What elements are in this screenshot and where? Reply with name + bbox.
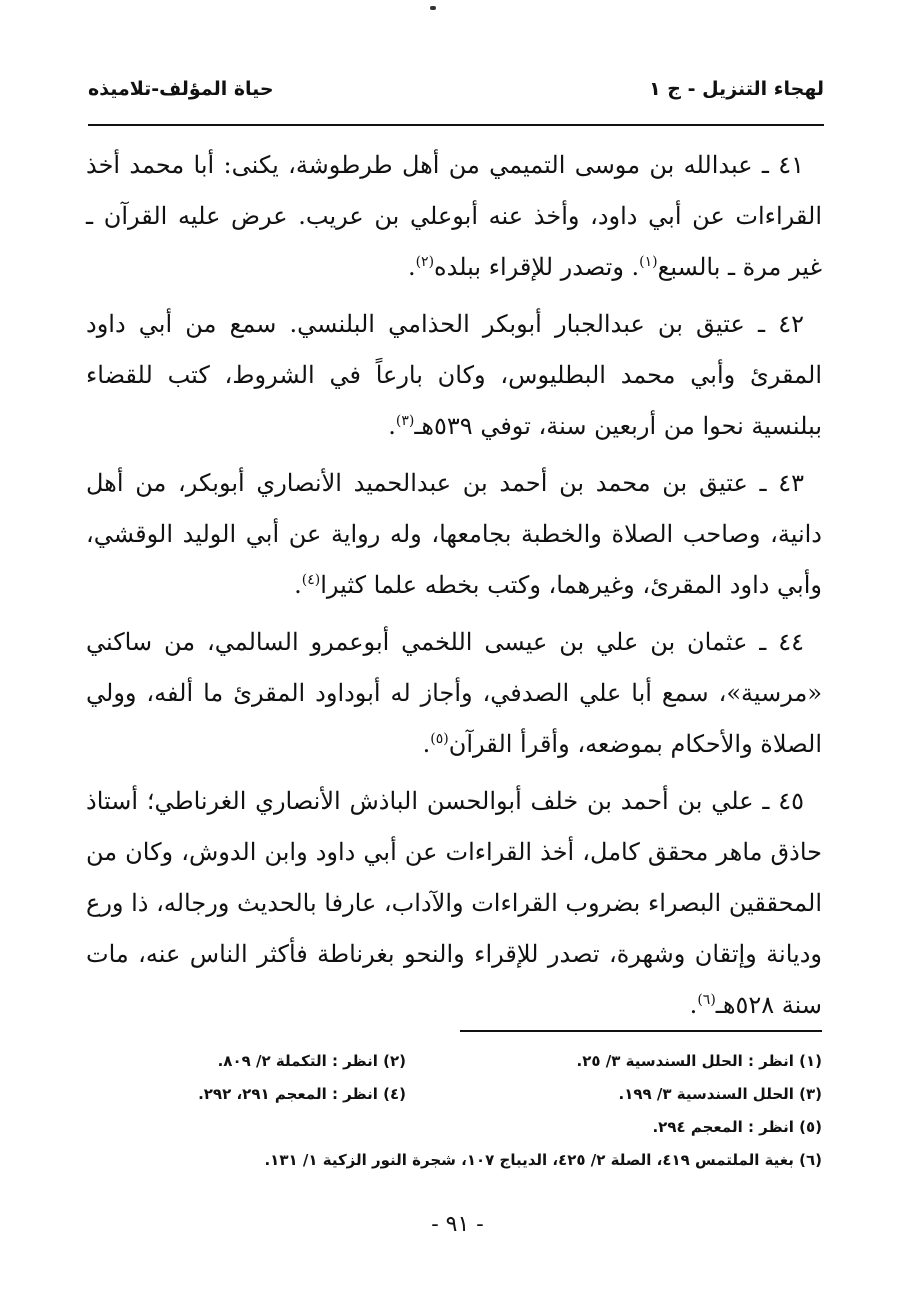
entry-text: ٤٢ ـ عتيق بن عبدالجبار أبوبكر الحذامي البلنسي. سمع من أبي داود المقرئ وأبي محمد البطليوس، وكان بارعاً في الشروط، كتب للقضاء ببلنسية نحوا من أربعين سنة، توفي ٥٣٩هـ bbox=[86, 310, 822, 440]
footnote-2: (٢) انظر : التكملة ٢/ ٨٠٩. bbox=[217, 1051, 406, 1070]
page-number: - ٩١ - bbox=[431, 1212, 484, 1237]
entry-text: ٤٤ ـ عثمان بن علي بن عيسى اللخمي أبوعمرو السالمي، من ساكني «مرسية»، سمع أبا علي الصدفي، وأجاز له أبوداود المقرئ ما ألفه، وولي الصلاة والأحكام بموضعه، وأقرأ القرآن bbox=[86, 628, 823, 758]
footnote-4: (٤) انظر : المعجم ٢٩١، ٢٩٢. bbox=[198, 1084, 406, 1103]
footnote-ref-5: (٥) bbox=[430, 731, 449, 747]
footnote-5: (٥) انظر : المعجم ٢٩٤. bbox=[652, 1117, 822, 1136]
entry-end: . bbox=[407, 253, 416, 281]
footnote-ref-1: (١) bbox=[639, 254, 658, 270]
footnote-1: (١) انظر : الحلل السندسية ٣/ ٢٥. bbox=[576, 1051, 822, 1070]
header-section-title: حياة المؤلف-تلاميذه bbox=[88, 78, 274, 100]
footnote-row bbox=[86, 1077, 822, 1110]
footnote-row bbox=[86, 1143, 822, 1176]
footnotes bbox=[86, 1044, 822, 1176]
footnote-6: (٦) بغية الملتمس ٤١٩، الصلة ٢/ ٤٢٥، الديباج ١٠٧، شجرة النور الزكية ١/ ١٣١. bbox=[264, 1150, 822, 1169]
header-book-title: لهجاء التنزيل - ج ١ bbox=[649, 78, 824, 100]
entry-end: . bbox=[388, 412, 396, 440]
footnote-ref-4: (٤) bbox=[301, 572, 321, 588]
entry-44 bbox=[86, 617, 822, 770]
printer-mark bbox=[430, 6, 436, 10]
footnote-separator bbox=[460, 1030, 822, 1032]
entry-45 bbox=[86, 776, 822, 1031]
footnote-row bbox=[86, 1044, 822, 1077]
footnote-ref-2: (٢) bbox=[415, 254, 435, 270]
footnote-ref-6: (٦) bbox=[697, 992, 716, 1008]
footnote-3: (٣) الحلل السندسية ٣/ ١٩٩. bbox=[618, 1084, 822, 1103]
entry-text: ٤٣ ـ عتيق بن محمد بن أحمد بن عبدالحميد الأنصاري أبوبكر، من أهل دانية، وصاحب الصلاة والخطبة بجامعها، وله رواية عن أبي الوليد الوقشي، وأبي داود المقرئ، وغيرهما، وكتب بخطه علما كثيرا bbox=[86, 469, 822, 599]
entry-text: ٤١ ـ عبدالله بن موسى التميمي من أهل طرطوشة، يكنى: أبا محمد أخذ القراءات عن أبي داود، وأخذ عنه أبوعلي بن عريب. عرض عليه القرآن ـ غير مرة ـ بالسبع bbox=[86, 151, 822, 281]
entry-end: . bbox=[294, 571, 302, 599]
entry-end: . bbox=[689, 991, 698, 1019]
footnote-row bbox=[86, 1110, 822, 1143]
entry-end: . bbox=[422, 730, 431, 758]
footnote-ref-3: (٣) bbox=[395, 413, 415, 429]
running-header bbox=[88, 72, 824, 112]
entry-41 bbox=[86, 140, 822, 293]
entry-text-continued: . وتصدر للإقراء ببلده bbox=[434, 253, 640, 281]
main-text bbox=[86, 140, 822, 1037]
entry-text: ٤٥ ـ علي بن أحمد بن خلف أبوالحسن الباذش الأنصاري الغرناطي؛ أستاذ حاذق ماهر محقق كامل، أخذ القراءات عن أبي داود وابن الدوش، وكان من المحققين البصراء بضروب القراءات والآداب، عارفا بالحديث ورجاله، ذا ورع وديانة وإتقان وشهرة، تصدر للإقراء والنحو بغرناطة فأكثر الناس عنه، مات سنة ٥٢٨هـ bbox=[86, 787, 822, 1019]
entry-43 bbox=[86, 458, 822, 611]
header-rule bbox=[88, 124, 824, 126]
entry-42 bbox=[86, 299, 822, 452]
